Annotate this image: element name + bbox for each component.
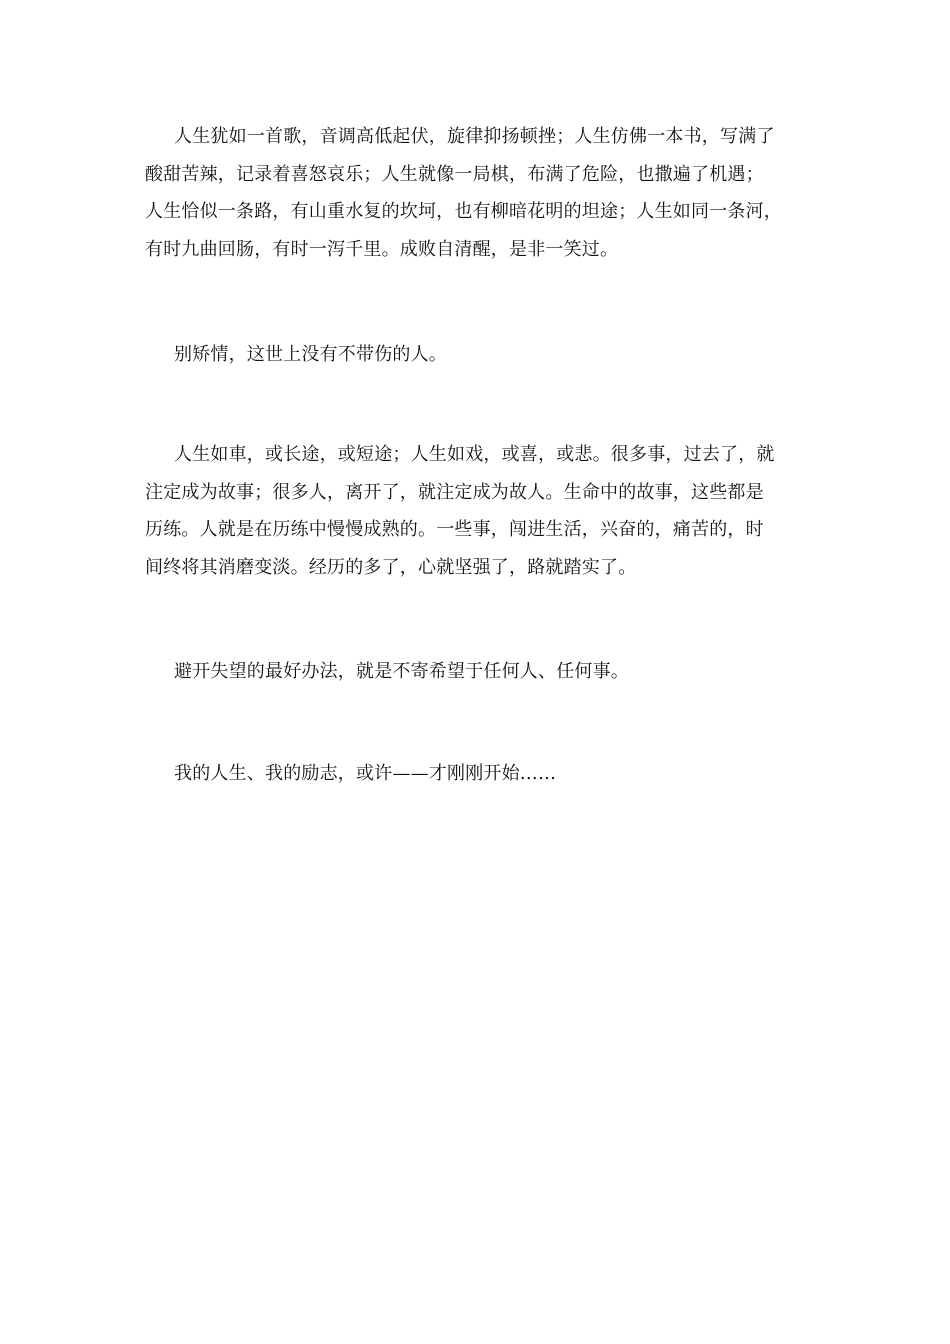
- paragraph-line: 间终将其消磨变淡。经历的多了，心就坚强了，路就踏实了。: [145, 556, 637, 578]
- paragraph-avoid-disappointment: [145, 653, 810, 691]
- paragraph-line: 人生犹如一首歌，音调高低起伏，旋律抑扬顿挫；人生仿佛一本书，写满了: [174, 126, 775, 147]
- paragraph-line: 历练。人就是在历练中慢慢成熟的。一些事，闯进生活，兴奋的，痛苦的，时: [145, 519, 764, 540]
- paragraph-line: 人生如車，或长途，或短途；人生如戏，或喜，或悲。很多事，过去了，就: [174, 444, 775, 465]
- paragraph-line: 别矫情，这世上没有不带伤的人。: [174, 344, 447, 365]
- paragraph-just-beginning: [145, 755, 810, 793]
- paragraph-line: 酸甜苦辣，记录着喜怒哀乐；人生就像一局棋，布满了危险，也撒遍了机遇；: [145, 163, 764, 185]
- paragraph-line: 有时九曲回肠，有时一泻千里。成败自清醒，是非一笑过。: [145, 238, 619, 260]
- paragraph-line: 人生恰似一条路，有山重水复的坎坷，也有柳暗花明的坦途；人生如同一条河，: [145, 201, 782, 222]
- paragraph-line: 避开失望的最好办法，就是不寄希望于任何人、任何事。: [174, 661, 629, 682]
- paragraph-life-metaphors: [145, 118, 810, 268]
- paragraph-no-pretense: [145, 336, 810, 374]
- paragraph-life-journey: [145, 436, 810, 586]
- paragraph-line: 我的人生、我的励志，或许——才刚刚开始……: [174, 763, 557, 784]
- paragraph-line: 注定成为故事；很多人，离开了，就注定成为故人。生命中的故事，这些都是: [145, 481, 764, 503]
